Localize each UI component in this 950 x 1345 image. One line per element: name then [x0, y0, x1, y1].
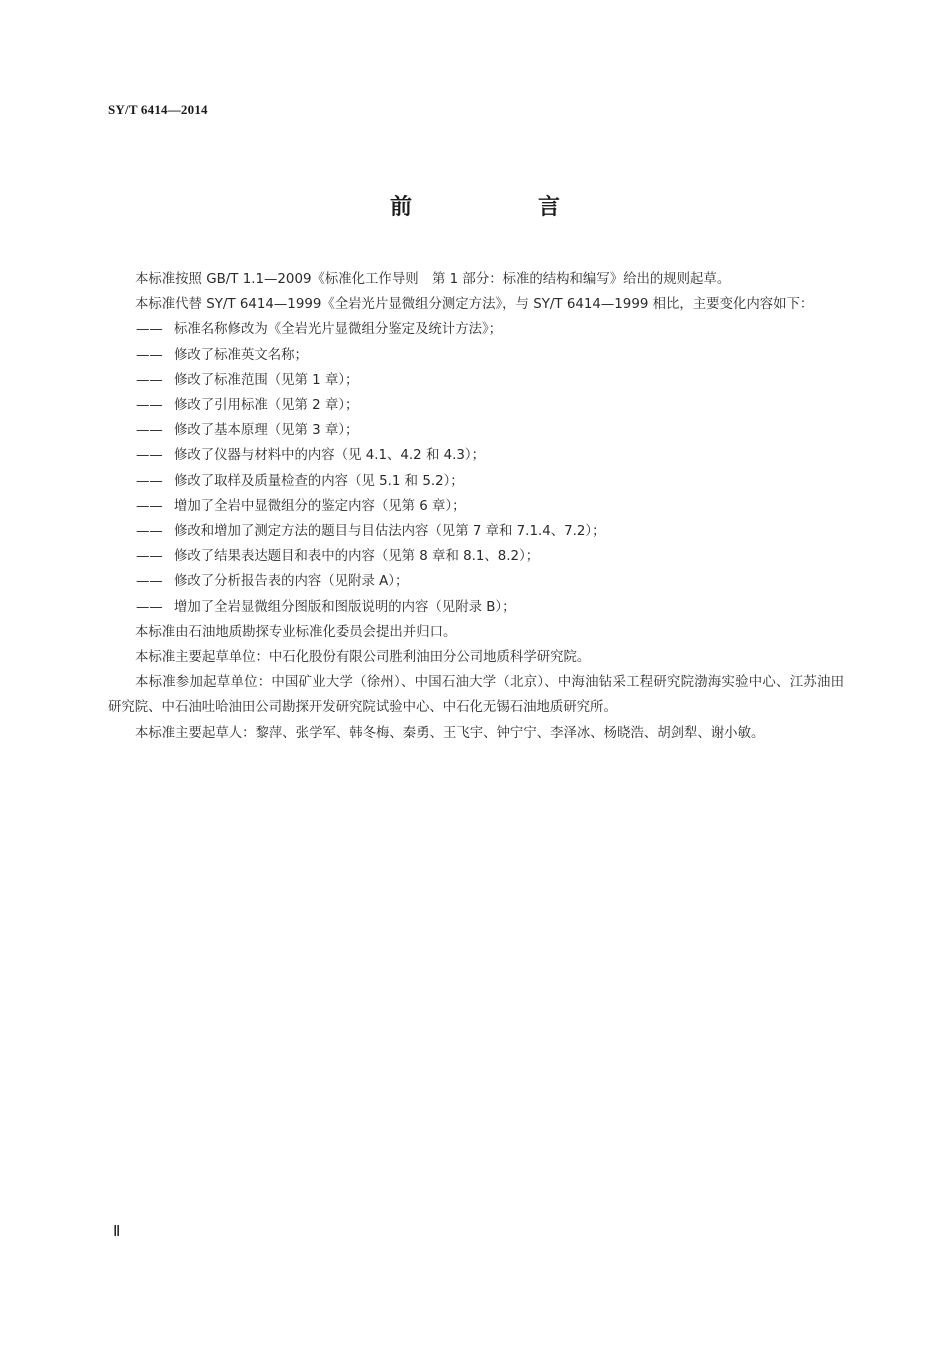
paragraph-participating-orgs: 本标准参加起草单位：中国矿业大学（徐州）、中国石油大学（北京）、中海油钻采工程研究院渤海实验中心、江苏油田研究院、中石油吐哈油田公司勘探开发研究院试验中心、中石化无锡石油地质研究所。: [108, 675, 844, 716]
list-item: [108, 393, 844, 418]
paragraph-main-drafter-org: 本标准主要起草单位：中石化股份有限公司胜利油田分公司地质科学研究院。: [135, 650, 591, 666]
paragraph-drafting-rules: 本标准按照 GB/T 1.1—2009《标准化工作导则 第 1 部分：标准的结构和编写》给出的规则起草。: [135, 272, 731, 287]
list-item-text: 修改了取样及质量检查的内容（见 5.1 和 5.2）；: [174, 473, 464, 489]
list-item-text: 修改了分析报告表的内容（见附录 A）；: [174, 574, 409, 590]
page-number: Ⅱ: [113, 1224, 121, 1240]
dash-marker: ——: [136, 599, 163, 615]
dash-marker: ——: [136, 498, 163, 514]
list-item: [108, 343, 844, 368]
list-item: [108, 418, 844, 443]
list-item: [108, 544, 844, 569]
list-item-text: 修改了标准范围（见第 1 章）；: [174, 372, 359, 388]
dash-marker: ——: [136, 549, 163, 565]
standard-code: SY/T 6414—2014: [108, 102, 208, 117]
list-item-text: 修改了标准英文名称；: [174, 347, 308, 363]
dash-marker: ——: [136, 322, 163, 338]
paragraph-proposed-by: 本标准由石油地质勘探专业标准化委员会提出并归口。: [135, 624, 457, 640]
list-item-text: 增加了全岩显微组分图版和图版说明的内容（见附录 B）；: [174, 599, 516, 615]
list-item: [108, 469, 844, 494]
list-item: [108, 368, 844, 393]
dash-marker: ——: [136, 524, 163, 540]
list-item-text: 增加了全岩中显微组分的鉴定内容（见第 6 章）；: [174, 498, 466, 514]
list-item: [108, 317, 844, 342]
dash-marker: ——: [136, 347, 163, 363]
changes-list: [108, 317, 844, 619]
dash-marker: ——: [136, 398, 163, 414]
list-item-text: 修改了仪器与材料中的内容（见 4.1、4.2 和 4.3）；: [174, 448, 485, 464]
dash-marker: ——: [136, 372, 163, 388]
list-item-text: 标准名称修改为《全岩光片显微组分鉴定及统计方法》；: [174, 322, 503, 338]
dash-marker: ——: [136, 473, 163, 489]
list-item-text: 修改了引用标准（见第 2 章）；: [174, 398, 359, 414]
list-item: [108, 595, 844, 620]
foreword-body: [108, 267, 844, 746]
list-item-text: 修改和增加了测定方法的题目与目估法内容（见第 7 章和 7.1.4、7.2）；: [174, 524, 606, 540]
dash-marker: ——: [136, 574, 163, 590]
dash-marker: ——: [136, 423, 163, 439]
list-item: [108, 519, 844, 544]
list-item-text: 修改了结果表达题目和表中的内容（见第 8 章和 8.1、8.2）；: [174, 549, 540, 565]
paragraph-replaces: 本标准代替 SY/T 6414—1999《全岩光片显微组分测定方法》，与 SY/T 6414—1999 相比，主要变化内容如下：: [135, 297, 814, 313]
list-item-text: 修改了基本原理（见第 3 章）；: [174, 423, 359, 439]
list-item: [108, 443, 844, 468]
list-item: [108, 494, 844, 519]
list-item: [108, 569, 844, 594]
dash-marker: ——: [136, 448, 163, 464]
paragraph-main-drafters: 本标准主要起草人：黎萍、张学军、韩冬梅、秦勇、王飞宇、钟宁宁、李泽冰、杨晓浩、胡剑犁、谢小敏。: [135, 725, 765, 741]
page-title: 前 言: [389, 195, 612, 220]
